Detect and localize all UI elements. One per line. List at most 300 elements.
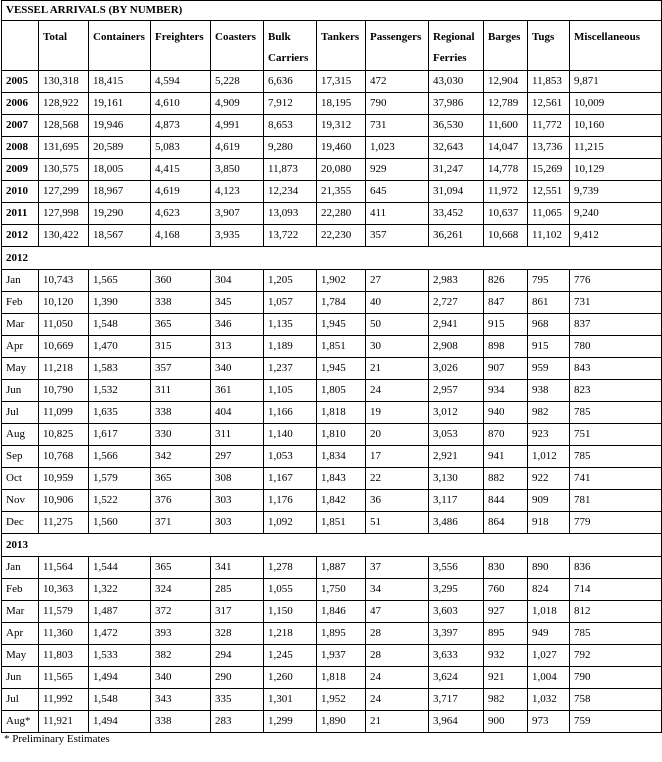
section-label: 2012 (2, 247, 662, 270)
table-cell: 472 (366, 71, 429, 93)
table-cell: 1,887 (317, 557, 366, 579)
table-cell: 285 (211, 579, 264, 601)
row-label: May (2, 645, 39, 667)
vessel-arrivals-table (1, 0, 662, 733)
table-cell: 3,556 (429, 557, 484, 579)
table-row (2, 557, 662, 579)
table-cell: 1,805 (317, 380, 366, 402)
table-cell: 1,945 (317, 314, 366, 336)
table-cell: 3,964 (429, 711, 484, 733)
table-cell: 10,768 (39, 446, 89, 468)
table-cell: 32,643 (429, 137, 484, 159)
table-cell: 9,412 (570, 225, 662, 247)
table-cell: 1,322 (89, 579, 151, 601)
table-cell: 1,583 (89, 358, 151, 380)
column-header: Tugs (528, 21, 570, 71)
table-cell: 338 (151, 402, 211, 424)
table-cell: 1,057 (264, 292, 317, 314)
table-cell: 940 (484, 402, 528, 424)
table-row (2, 601, 662, 623)
table-cell: 1,105 (264, 380, 317, 402)
table-cell: 864 (484, 512, 528, 534)
table-cell: 128,568 (39, 115, 89, 137)
table-cell: 17,315 (317, 71, 366, 93)
column-header: Barges (484, 21, 528, 71)
table-cell: 15,269 (528, 159, 570, 181)
row-label: Mar (2, 601, 39, 623)
table-cell: 11,992 (39, 689, 89, 711)
table-cell: 31,094 (429, 181, 484, 203)
table-cell: 1,566 (89, 446, 151, 468)
table-cell: 311 (211, 424, 264, 446)
row-label: 2005 (2, 71, 39, 93)
table-cell: 941 (484, 446, 528, 468)
table-cell: 837 (570, 314, 662, 336)
table-cell: 315 (151, 336, 211, 358)
row-label: 2011 (2, 203, 39, 225)
table-cell: 1,027 (528, 645, 570, 667)
table-cell: 345 (211, 292, 264, 314)
table-row (2, 270, 662, 292)
table-cell: 1,945 (317, 358, 366, 380)
column-header: Passengers (366, 21, 429, 71)
footnote: * Preliminary Estimates (4, 733, 110, 745)
row-label: Jan (2, 270, 39, 292)
table-cell: 751 (570, 424, 662, 446)
table-cell: 3,907 (211, 203, 264, 225)
row-label: Jan (2, 557, 39, 579)
table-cell: 4,623 (151, 203, 211, 225)
table-cell: 33,452 (429, 203, 484, 225)
table-cell: 795 (528, 270, 570, 292)
table-cell: 932 (484, 645, 528, 667)
table-cell: 1,218 (264, 623, 317, 645)
table-cell: 1,890 (317, 711, 366, 733)
table-cell: 3,603 (429, 601, 484, 623)
table-cell: 11,102 (528, 225, 570, 247)
table-cell: 14,778 (484, 159, 528, 181)
table-cell: 1,150 (264, 601, 317, 623)
table-cell: 11,215 (570, 137, 662, 159)
table-row (2, 358, 662, 380)
table-cell: 1,494 (89, 711, 151, 733)
table-cell: 10,129 (570, 159, 662, 181)
table-cell: 290 (211, 667, 264, 689)
table-cell: 338 (151, 711, 211, 733)
table-cell: 18,415 (89, 71, 151, 93)
table-cell: 303 (211, 490, 264, 512)
row-label: Jun (2, 380, 39, 402)
row-label: Apr (2, 623, 39, 645)
table-cell: 10,959 (39, 468, 89, 490)
table-cell: 22,230 (317, 225, 366, 247)
table-cell: 11,050 (39, 314, 89, 336)
table-cell: 340 (151, 667, 211, 689)
table-cell: 1,750 (317, 579, 366, 601)
table-cell: 28 (366, 645, 429, 667)
table-cell: 21,355 (317, 181, 366, 203)
table-cell: 1,846 (317, 601, 366, 623)
table-cell: 346 (211, 314, 264, 336)
column-header: Freighters (151, 21, 211, 71)
table-cell: 1,260 (264, 667, 317, 689)
table-cell: 1,055 (264, 579, 317, 601)
row-label: Sep (2, 446, 39, 468)
table-cell: 781 (570, 490, 662, 512)
table-cell: 1,245 (264, 645, 317, 667)
table-cell: 130,575 (39, 159, 89, 181)
table-row (2, 225, 662, 247)
table-cell: 1,579 (89, 468, 151, 490)
table-cell: 40 (366, 292, 429, 314)
table-cell: 4,991 (211, 115, 264, 137)
table-cell: 297 (211, 446, 264, 468)
table-cell: 22,280 (317, 203, 366, 225)
table-cell: 411 (366, 203, 429, 225)
table-cell: 2,957 (429, 380, 484, 402)
table-row (2, 667, 662, 689)
table-cell: 404 (211, 402, 264, 424)
table-cell: 1,487 (89, 601, 151, 623)
table-cell: 294 (211, 645, 264, 667)
table-cell: 11,564 (39, 557, 89, 579)
table-cell: 780 (570, 336, 662, 358)
table-cell: 1,167 (264, 468, 317, 490)
table-cell: 1,470 (89, 336, 151, 358)
table-row (2, 579, 662, 601)
table-cell: 1,565 (89, 270, 151, 292)
table-cell: 36,530 (429, 115, 484, 137)
table-cell: 36,261 (429, 225, 484, 247)
table-cell: 324 (151, 579, 211, 601)
table-title: VESSEL ARRIVALS (BY NUMBER) (2, 1, 662, 21)
table-cell: 645 (366, 181, 429, 203)
table-cell: 1,895 (317, 623, 366, 645)
table-cell: 1,843 (317, 468, 366, 490)
table-cell: 790 (570, 667, 662, 689)
table-cell: 1,635 (89, 402, 151, 424)
table-cell: 10,669 (39, 336, 89, 358)
table-cell: 731 (366, 115, 429, 137)
table-cell: 311 (151, 380, 211, 402)
table-cell: 1,617 (89, 424, 151, 446)
row-label: Aug* (2, 711, 39, 733)
table-row (2, 402, 662, 424)
table-cell: 37 (366, 557, 429, 579)
table-cell: 10,160 (570, 115, 662, 137)
table-cell: 1,810 (317, 424, 366, 446)
table-cell: 4,415 (151, 159, 211, 181)
table-cell: 20,080 (317, 159, 366, 181)
table-cell: 27 (366, 270, 429, 292)
table-cell: 3,850 (211, 159, 264, 181)
table-cell: 43,030 (429, 71, 484, 93)
table-cell: 915 (528, 336, 570, 358)
table-cell: 779 (570, 512, 662, 534)
table-cell: 1,018 (528, 601, 570, 623)
table-cell: 3,624 (429, 667, 484, 689)
table-cell: 31,247 (429, 159, 484, 181)
table-row (2, 645, 662, 667)
table-cell: 1,032 (528, 689, 570, 711)
table-cell: 927 (484, 601, 528, 623)
table-cell: 1,189 (264, 336, 317, 358)
table-cell: 785 (570, 402, 662, 424)
table-cell: 1,548 (89, 314, 151, 336)
table-cell: 11,099 (39, 402, 89, 424)
table-cell: 304 (211, 270, 264, 292)
table-cell: 360 (151, 270, 211, 292)
table-cell: 361 (211, 380, 264, 402)
table-cell: 918 (528, 512, 570, 534)
table-cell: 1,140 (264, 424, 317, 446)
table-cell: 10,668 (484, 225, 528, 247)
table-cell: 4,619 (211, 137, 264, 159)
table-cell: 127,998 (39, 203, 89, 225)
table-cell: 785 (570, 446, 662, 468)
table-cell: 11,803 (39, 645, 89, 667)
table-cell: 342 (151, 446, 211, 468)
table-cell: 11,873 (264, 159, 317, 181)
table-cell: 11,772 (528, 115, 570, 137)
table-cell: 1,851 (317, 512, 366, 534)
row-label: 2007 (2, 115, 39, 137)
table-cell: 921 (484, 667, 528, 689)
table-cell: 20,589 (89, 137, 151, 159)
table-cell: 1,237 (264, 358, 317, 380)
table-cell: 10,906 (39, 490, 89, 512)
row-label: Oct (2, 468, 39, 490)
row-label: Feb (2, 579, 39, 601)
table-cell: 19,460 (317, 137, 366, 159)
table-cell: 1,299 (264, 711, 317, 733)
table-cell: 923 (528, 424, 570, 446)
table-cell: 1,166 (264, 402, 317, 424)
table-cell: 10,120 (39, 292, 89, 314)
row-label: 2009 (2, 159, 39, 181)
table-cell: 9,871 (570, 71, 662, 93)
table-cell: 18,195 (317, 93, 366, 115)
column-header: Tankers (317, 21, 366, 71)
table-cell: 340 (211, 358, 264, 380)
table-cell: 758 (570, 689, 662, 711)
table-cell: 303 (211, 512, 264, 534)
table-cell: 36 (366, 490, 429, 512)
table-cell: 909 (528, 490, 570, 512)
table-cell: 51 (366, 512, 429, 534)
table-cell: 1,494 (89, 667, 151, 689)
table-cell: 357 (366, 225, 429, 247)
table-cell: 130,422 (39, 225, 89, 247)
table-cell: 365 (151, 314, 211, 336)
section-row (2, 534, 662, 557)
table-cell: 1,902 (317, 270, 366, 292)
table-cell: 47 (366, 601, 429, 623)
table-cell: 371 (151, 512, 211, 534)
table-cell: 1,544 (89, 557, 151, 579)
table-cell: 3,053 (429, 424, 484, 446)
table-cell: 785 (570, 623, 662, 645)
table-cell: 9,280 (264, 137, 317, 159)
table-cell: 1,023 (366, 137, 429, 159)
table-cell: 365 (151, 557, 211, 579)
table-cell: 11,218 (39, 358, 89, 380)
table-cell: 357 (151, 358, 211, 380)
row-label: 2008 (2, 137, 39, 159)
table-cell: 1,301 (264, 689, 317, 711)
table-cell: 328 (211, 623, 264, 645)
table-cell: 30 (366, 336, 429, 358)
table-row (2, 292, 662, 314)
table-cell: 982 (528, 402, 570, 424)
table-cell: 907 (484, 358, 528, 380)
table-cell: 19,290 (89, 203, 151, 225)
table-cell: 1,278 (264, 557, 317, 579)
column-header: Bulk Carriers (264, 21, 317, 71)
row-label: Jul (2, 689, 39, 711)
table-cell: 1,937 (317, 645, 366, 667)
table-cell: 19 (366, 402, 429, 424)
table-cell: 19,946 (89, 115, 151, 137)
table-cell: 50 (366, 314, 429, 336)
table-cell: 10,637 (484, 203, 528, 225)
row-label: Aug (2, 424, 39, 446)
row-label: Apr (2, 336, 39, 358)
table-cell: 13,722 (264, 225, 317, 247)
table-cell: 1,012 (528, 446, 570, 468)
table-row (2, 93, 662, 115)
table-cell: 790 (366, 93, 429, 115)
table-cell: 24 (366, 667, 429, 689)
table-row (2, 711, 662, 733)
table-cell: 2,941 (429, 314, 484, 336)
table-cell: 130,318 (39, 71, 89, 93)
table-cell: 317 (211, 601, 264, 623)
table-row (2, 159, 662, 181)
table-cell: 1,842 (317, 490, 366, 512)
table-cell: 37,986 (429, 93, 484, 115)
row-label: 2010 (2, 181, 39, 203)
table-cell: 1,472 (89, 623, 151, 645)
table-cell: 4,873 (151, 115, 211, 137)
column-header: Miscellaneous (570, 21, 662, 71)
table-cell: 11,921 (39, 711, 89, 733)
table-cell: 127,299 (39, 181, 89, 203)
table-cell: 847 (484, 292, 528, 314)
table-cell: 830 (484, 557, 528, 579)
table-cell: 19,161 (89, 93, 151, 115)
table-row (2, 203, 662, 225)
table-cell: 1,053 (264, 446, 317, 468)
table-cell: 1,176 (264, 490, 317, 512)
table-cell: 341 (211, 557, 264, 579)
table-cell: 11,579 (39, 601, 89, 623)
table-cell: 12,551 (528, 181, 570, 203)
table-cell: 898 (484, 336, 528, 358)
column-header: Coasters (211, 21, 264, 71)
table-cell: 12,561 (528, 93, 570, 115)
table-cell: 882 (484, 468, 528, 490)
row-label: Dec (2, 512, 39, 534)
table-cell: 10,743 (39, 270, 89, 292)
table-cell: 335 (211, 689, 264, 711)
table-cell: 929 (366, 159, 429, 181)
table-cell: 949 (528, 623, 570, 645)
table-cell: 11,853 (528, 71, 570, 93)
table-cell: 1,834 (317, 446, 366, 468)
table-cell: 973 (528, 711, 570, 733)
table-cell: 21 (366, 358, 429, 380)
table-cell: 13,736 (528, 137, 570, 159)
table-cell: 759 (570, 711, 662, 733)
table-cell: 1,004 (528, 667, 570, 689)
table-row (2, 115, 662, 137)
table-cell: 1,135 (264, 314, 317, 336)
table-cell: 836 (570, 557, 662, 579)
row-label: Jul (2, 402, 39, 424)
table-cell: 2,727 (429, 292, 484, 314)
table-row (2, 468, 662, 490)
table-cell: 1,390 (89, 292, 151, 314)
table-cell: 760 (484, 579, 528, 601)
table-cell: 338 (151, 292, 211, 314)
table-cell: 24 (366, 380, 429, 402)
table-cell: 12,904 (484, 71, 528, 93)
table-cell: 12,789 (484, 93, 528, 115)
table-cell: 11,360 (39, 623, 89, 645)
table-cell: 22 (366, 468, 429, 490)
table-cell: 376 (151, 490, 211, 512)
table-cell: 3,130 (429, 468, 484, 490)
section-row (2, 247, 662, 270)
table-cell: 21 (366, 711, 429, 733)
table-cell: 3,117 (429, 490, 484, 512)
table-cell: 1,205 (264, 270, 317, 292)
table-cell: 7,912 (264, 93, 317, 115)
table-cell: 1,533 (89, 645, 151, 667)
column-header: Containers (89, 21, 151, 71)
column-header: Total (39, 21, 89, 71)
table-cell: 12,234 (264, 181, 317, 203)
table-cell: 283 (211, 711, 264, 733)
column-header: Regional Ferries (429, 21, 484, 71)
table-cell: 1,560 (89, 512, 151, 534)
table-cell: 3,026 (429, 358, 484, 380)
table-cell: 11,565 (39, 667, 89, 689)
table-row (2, 380, 662, 402)
table-row (2, 424, 662, 446)
table-row (2, 446, 662, 468)
table-cell: 1,784 (317, 292, 366, 314)
table-cell: 3,486 (429, 512, 484, 534)
table-cell: 915 (484, 314, 528, 336)
table-cell: 4,594 (151, 71, 211, 93)
table-cell: 1,092 (264, 512, 317, 534)
title-row (2, 1, 662, 21)
table-cell: 10,363 (39, 579, 89, 601)
table-cell: 1,522 (89, 490, 151, 512)
table-cell: 128,922 (39, 93, 89, 115)
table-cell: 731 (570, 292, 662, 314)
table-cell: 18,567 (89, 225, 151, 247)
table-cell: 20 (366, 424, 429, 446)
table-cell: 13,093 (264, 203, 317, 225)
row-label: Feb (2, 292, 39, 314)
table-cell: 17 (366, 446, 429, 468)
table-cell: 1,851 (317, 336, 366, 358)
table-cell: 3,717 (429, 689, 484, 711)
table-cell: 3,935 (211, 225, 264, 247)
